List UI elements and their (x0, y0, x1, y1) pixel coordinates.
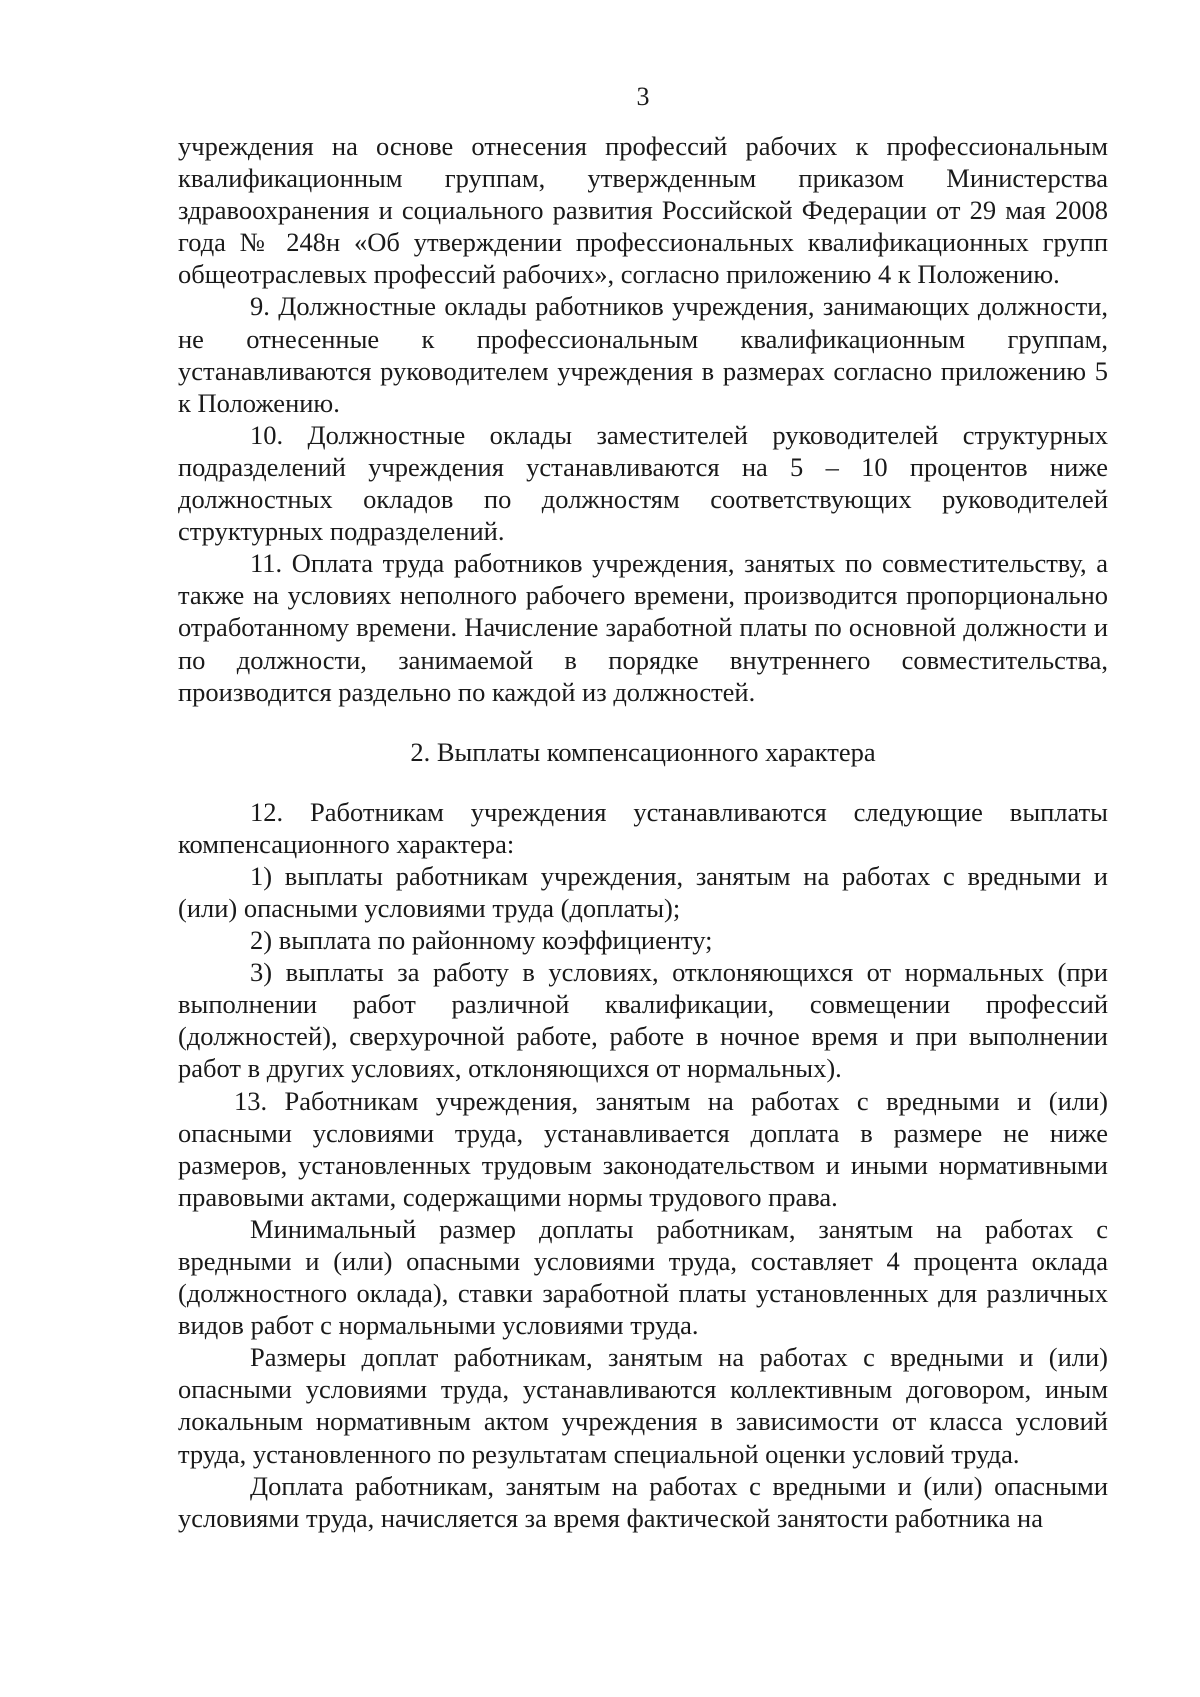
paragraph-clause-12: 12. Работникам учреждения устанавливаются следующие выплаты компенсационного характера: (178, 796, 1108, 859)
paragraph-clause-10: 10. Должностные оклады заместителей руководителей структурных подразделений учреждения устанавливаются на 5 – 10 процентов ниже должностных окладов по должностям соответствующих руководителей структурных подразделений. (178, 419, 1108, 547)
list-item-1: 1) выплаты работникам учреждения, занятым на работах с вредными и (или) опасными условиями труда (доплаты); (178, 860, 1108, 923)
paragraph-clause-9: 9. Должностные оклады работников учреждения, занимающих должности, не отнесенные к профессиональным квалификационным группам, устанавливаются руководителем учреждения в размерах согласно приложению 5 к Положению. (178, 291, 1108, 418)
paragraph-payment-sizes: Размеры доплат работникам, занятым на работах с вредными и (или) опасными условиями труда, устанавливаются коллективным договором, иным локальным нормативным актом учреждения в зависимости от класса условий труда, установленного по результатам специальной оценки условий труда. (178, 1342, 1108, 1469)
list-item-3: 3) выплаты за работу в условиях, отклоняющихся от нормальных (при выполнении работ различной квалификации, совмещении профессий (должностей), сверхурочной работе, работе в ночное время и при выполнении работ в других условиях, отклоняющихся от нормальных). (178, 957, 1108, 1084)
paragraph-clause-13: 13. Работникам учреждения, занятым на работах с вредными и (или) опасными условиями труда, устанавливается доплата в размере не ниже размеров, установленных трудовым законодательством и иными нормативными правовыми актами, содержащими нормы трудового права. (178, 1085, 1108, 1212)
list-item-2: 2) выплата по районному коэффициенту; (250, 925, 713, 956)
paragraph-payment-accrual: Доплата работникам, занятым на работах с вредными и (или) опасными условиями труда, начисляется за время фактической занятости работника на (178, 1470, 1108, 1533)
paragraph-continuation: учреждения на основе отнесения профессий рабочих к профессиональным квалификационным группам, утвержденным приказом Министерства здравоохранения и социального развития Российской Федерации от 29 мая 2008 года № 248н «Об утверждении профессиональных квалификационных групп общеотраслевых профессий рабочих», согласно приложению 4 к Положению. (178, 131, 1108, 290)
paragraph-clause-11: 11. Оплата труда работников учреждения, занятых по совместительству, а также на условиях неполного рабочего времени, производится пропорционально отработанному времени. Начисление заработной платы по основной должности и по должности, занимаемой в порядке внутреннего совместительства, производится раздельно по каждой из должностей. (178, 548, 1108, 707)
paragraph-minimum-payment: Минимальный размер доплаты работникам, занятым на работах с вредными и (или) опасными условиями труда, составляет 4 процента оклада (должностного оклада), ставки заработной платы установленных для различных видов работ с нормальными условиями труда. (178, 1213, 1108, 1341)
page-number: 3 (636, 82, 650, 111)
section-title: 2. Выплаты компенсационного характера (410, 736, 876, 767)
